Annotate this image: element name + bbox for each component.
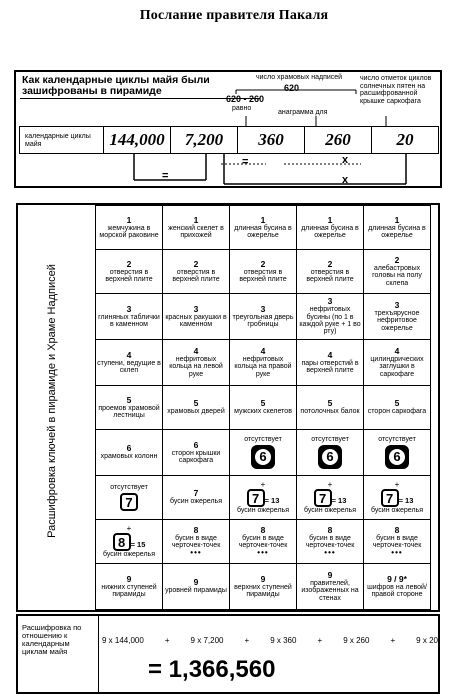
key-cell [297, 294, 364, 340]
key-cell [163, 476, 230, 520]
key-cell [163, 206, 230, 250]
calendar-cycles-box [14, 70, 442, 188]
key-cell [297, 340, 364, 386]
key-number: 2 [394, 254, 400, 265]
subtraction-expression: 620 - 260 [226, 94, 265, 104]
temple-number: 620 [284, 83, 300, 93]
key-description: бусин ожерелья [170, 498, 222, 506]
dot-bar-glyph-icon: ••• [391, 548, 403, 558]
key-cell [230, 340, 297, 386]
key-number: 7 [193, 488, 199, 499]
key-cell [96, 476, 163, 520]
key-number: 2 [260, 258, 266, 269]
key-number: 9 / 9* [387, 573, 407, 584]
page-title: Послание правителя Пакаля [139, 8, 329, 23]
key-description: длинная бусина в ожерелье [301, 224, 359, 239]
glyph-equation: = 13 [264, 495, 280, 505]
key-cell [163, 294, 230, 340]
formula-term: 9 x 7,200 [190, 636, 224, 645]
cycle-value: 20 [396, 130, 414, 149]
key-cell [96, 294, 163, 340]
top-box-title: Как календарные циклы майя были зашифрованы в пирамиде [22, 74, 210, 97]
key-number: 5 [126, 394, 132, 405]
maya-number-glyph-icon: 7 [120, 493, 138, 511]
key-description: бусин в виде черточек-точек [305, 534, 355, 549]
maya-number-glyph-icon: 7 [381, 489, 399, 507]
key-cell [297, 250, 364, 294]
key-cell [230, 206, 297, 250]
key-cell [297, 206, 364, 250]
key-description: нижних ступеней пирамиды [101, 583, 157, 598]
table-row [96, 476, 431, 520]
key-cell [163, 250, 230, 294]
key-cell [96, 430, 163, 476]
key-description: проемов храмовой лестницы [98, 404, 160, 419]
key-description: уровней пирамиды [165, 587, 227, 595]
summary-total: = 1,366,560 [148, 656, 276, 683]
cycle-value: 360 [238, 127, 305, 153]
key-description: жемчужина в морской раковине [99, 224, 159, 239]
table-row [96, 340, 431, 386]
table-row [96, 520, 431, 564]
dot-bar-glyph-icon: ••• [257, 548, 269, 558]
key-number: 3 [126, 303, 132, 314]
key-cell [364, 206, 431, 250]
plus-mark: + [126, 523, 132, 533]
summary-label: Расшифровка по отношению к календарным циклам майя [22, 623, 82, 656]
key-description: мужских скелетов [234, 408, 292, 416]
key-cell [163, 340, 230, 386]
key-description: сторон крышки саркофага [171, 449, 221, 464]
key-cell [364, 430, 431, 476]
key-description: бусин ожерелья [304, 506, 356, 514]
key-description: бусин ожерелья [103, 550, 155, 558]
key-cell [364, 340, 431, 386]
sunspot-marks-label: число отметок циклов солнечных пятен на расшифрованной крышке саркофага [360, 75, 432, 105]
decoding-summary-box [16, 614, 440, 694]
key-cell [163, 430, 230, 476]
key-number: 4 [193, 345, 199, 356]
table-row [96, 206, 431, 250]
key-number: 4 [126, 349, 132, 360]
key-number: 8 [327, 524, 333, 535]
multiply-sign: x [342, 174, 349, 186]
key-number: 4 [394, 345, 400, 356]
key-description: трехъярусное нефритовое ожерелье [374, 309, 420, 332]
maya-number-glyph-icon: 6 [251, 445, 275, 469]
key-description: бусин в виде черточек-точек [171, 534, 221, 549]
key-description: сторон саркофага [367, 408, 427, 416]
anagram-label: анаграмма для [278, 109, 328, 116]
key-description: нефритовых кольца на левой руке [169, 355, 223, 378]
key-description: глиняных таблички в каменном [98, 313, 160, 328]
key-cell [230, 476, 297, 520]
maya-number-glyph-icon: 8 [113, 533, 131, 551]
key-cell [230, 520, 297, 564]
table-row [96, 294, 431, 340]
key-cell [230, 386, 297, 430]
key-description: длинная бусина в ожерелье [368, 224, 426, 239]
formula-term: 9 x 360 [270, 636, 297, 645]
cycles-row-label: календарные циклы майя [20, 127, 104, 153]
keys-table [95, 205, 431, 610]
calendar-cycles-row [19, 126, 439, 154]
key-description: отверстия в верхней плите [105, 268, 153, 283]
key-number: 6 [126, 443, 132, 454]
key-description: бусин в виде черточек-точек [372, 534, 422, 549]
table-row [96, 386, 431, 430]
plus-mark: + [260, 479, 266, 489]
key-cell [96, 206, 163, 250]
absent-label: отсутствует [244, 435, 282, 443]
cycle-value: 260 [305, 127, 372, 153]
temple-inscriptions-label: число храмовых надписей [256, 74, 343, 81]
key-description: отверстия в верхней плите [172, 268, 220, 283]
key-cell [96, 250, 163, 294]
key-number: 6 [193, 439, 199, 450]
key-number: 1 [260, 214, 266, 225]
maya-number-glyph-icon: 6 [385, 445, 409, 469]
summary-divider [98, 616, 99, 692]
dot-bar-glyph-icon: ••• [324, 548, 336, 558]
key-cell [163, 386, 230, 430]
key-description: цилиндрических заглушки в саркофаге [370, 355, 424, 378]
glyph-equation: = 15 [130, 539, 146, 549]
key-description: шифров на левой/правой стороне [367, 583, 427, 598]
key-number: 1 [394, 214, 400, 225]
key-number: 5 [260, 398, 266, 409]
absent-label: отсутствует [110, 483, 148, 491]
key-cell [163, 520, 230, 564]
key-number: 8 [394, 524, 400, 535]
multiply-sign: x [342, 154, 349, 166]
key-number: 9 [260, 573, 266, 584]
key-description: нефритовых кольца на правой руке [234, 355, 292, 378]
key-number: 9 [327, 569, 333, 580]
key-number: 1 [327, 214, 333, 225]
key-cell [163, 564, 230, 610]
key-number: 3 [193, 303, 199, 314]
plus-sign: + [244, 636, 250, 645]
key-number: 9 [126, 573, 132, 584]
plus-mark: + [327, 479, 333, 489]
equals-word: равно [232, 105, 252, 112]
key-number: 8 [260, 524, 266, 535]
key-number: 5 [394, 398, 400, 409]
key-cell [96, 520, 163, 564]
key-description: нефритовых бусины (по 1 в каждой руке + 1 во рту) [299, 306, 361, 336]
formula-term: 9 x 260 [343, 636, 370, 645]
formula-term: 9 x 144,000 [102, 636, 144, 645]
maya-number-glyph-icon: 7 [247, 489, 265, 507]
key-cell [364, 476, 431, 520]
table-row [96, 250, 431, 294]
key-cell [297, 520, 364, 564]
key-number: 4 [260, 345, 266, 356]
key-cell [96, 564, 163, 610]
key-number: 4 [327, 349, 333, 360]
key-description: верхних ступеней пирамиды [234, 583, 292, 598]
key-description: отверстия в верхней плите [239, 268, 287, 283]
key-cell [230, 250, 297, 294]
key-description: длинная бусина в ожерелье [234, 224, 292, 239]
key-number: 3 [327, 296, 333, 307]
key-cell [297, 430, 364, 476]
maya-number-glyph-icon: 7 [314, 489, 332, 507]
key-cell [297, 564, 364, 610]
glyph-equation: = 13 [331, 495, 347, 505]
key-number: 1 [126, 214, 132, 225]
key-description: храмовых колонн [100, 453, 158, 461]
key-description: отверстия в верхней плите [306, 268, 354, 283]
key-description: храмовых дверей [167, 408, 225, 416]
table-row [96, 430, 431, 476]
key-description: правителей, изображенных на стенах [301, 579, 359, 602]
key-description: красных ракушки в каменном [165, 313, 227, 328]
plus-sign: + [390, 636, 396, 645]
key-description: треугольная дверь гробницы [232, 313, 294, 328]
key-number: 3 [394, 299, 400, 310]
absent-label: отсутствует [378, 435, 416, 443]
key-cell [364, 250, 431, 294]
key-description: потолочных балок [300, 408, 360, 416]
key-cell [297, 476, 364, 520]
plus-mark: + [394, 479, 400, 489]
key-cell [364, 294, 431, 340]
dot-bar-glyph-icon: ••• [190, 548, 202, 558]
key-number: 2 [126, 258, 132, 269]
key-cell [230, 294, 297, 340]
key-description: бусин ожерелья [371, 506, 423, 514]
key-description: ступени, ведущие в склеп [97, 359, 161, 374]
key-cell [230, 564, 297, 610]
key-description: бусин в виде черточек-точек [238, 534, 288, 549]
key-number: 1 [193, 214, 199, 225]
cycle-value: 7,200 [171, 127, 238, 153]
key-number: 5 [193, 398, 199, 409]
plus-sign: + [164, 636, 170, 645]
table-row [96, 564, 431, 610]
key-number: 3 [260, 303, 266, 314]
key-cell [96, 386, 163, 430]
formula-term: 9 x 20 [416, 636, 438, 645]
key-description: бусин ожерелья [237, 506, 289, 514]
key-cell [297, 386, 364, 430]
key-number: 8 [193, 524, 199, 535]
glyph-equation: = 13 [398, 495, 414, 505]
maya-number-glyph-icon: 6 [318, 445, 342, 469]
key-number: 2 [327, 258, 333, 269]
key-description: женский скелет в прихожей [168, 224, 224, 239]
key-number: 2 [193, 258, 199, 269]
key-cell [364, 386, 431, 430]
key-description: алебастровых головы на полу склепа [372, 264, 422, 287]
key-number: 5 [327, 398, 333, 409]
equals-sign: = [242, 156, 249, 168]
key-cell [364, 520, 431, 564]
key-description: пары отверстий в верхней плите [301, 359, 359, 374]
key-cell [364, 564, 431, 610]
key-cell [96, 340, 163, 386]
plus-sign: + [317, 636, 323, 645]
summary-formula [102, 636, 438, 645]
key-number: 9 [193, 577, 199, 588]
absent-label: отсутствует [311, 435, 349, 443]
cycle-value: 144,000 [104, 127, 171, 153]
key-cell [230, 430, 297, 476]
equals-sign: = [162, 170, 169, 182]
